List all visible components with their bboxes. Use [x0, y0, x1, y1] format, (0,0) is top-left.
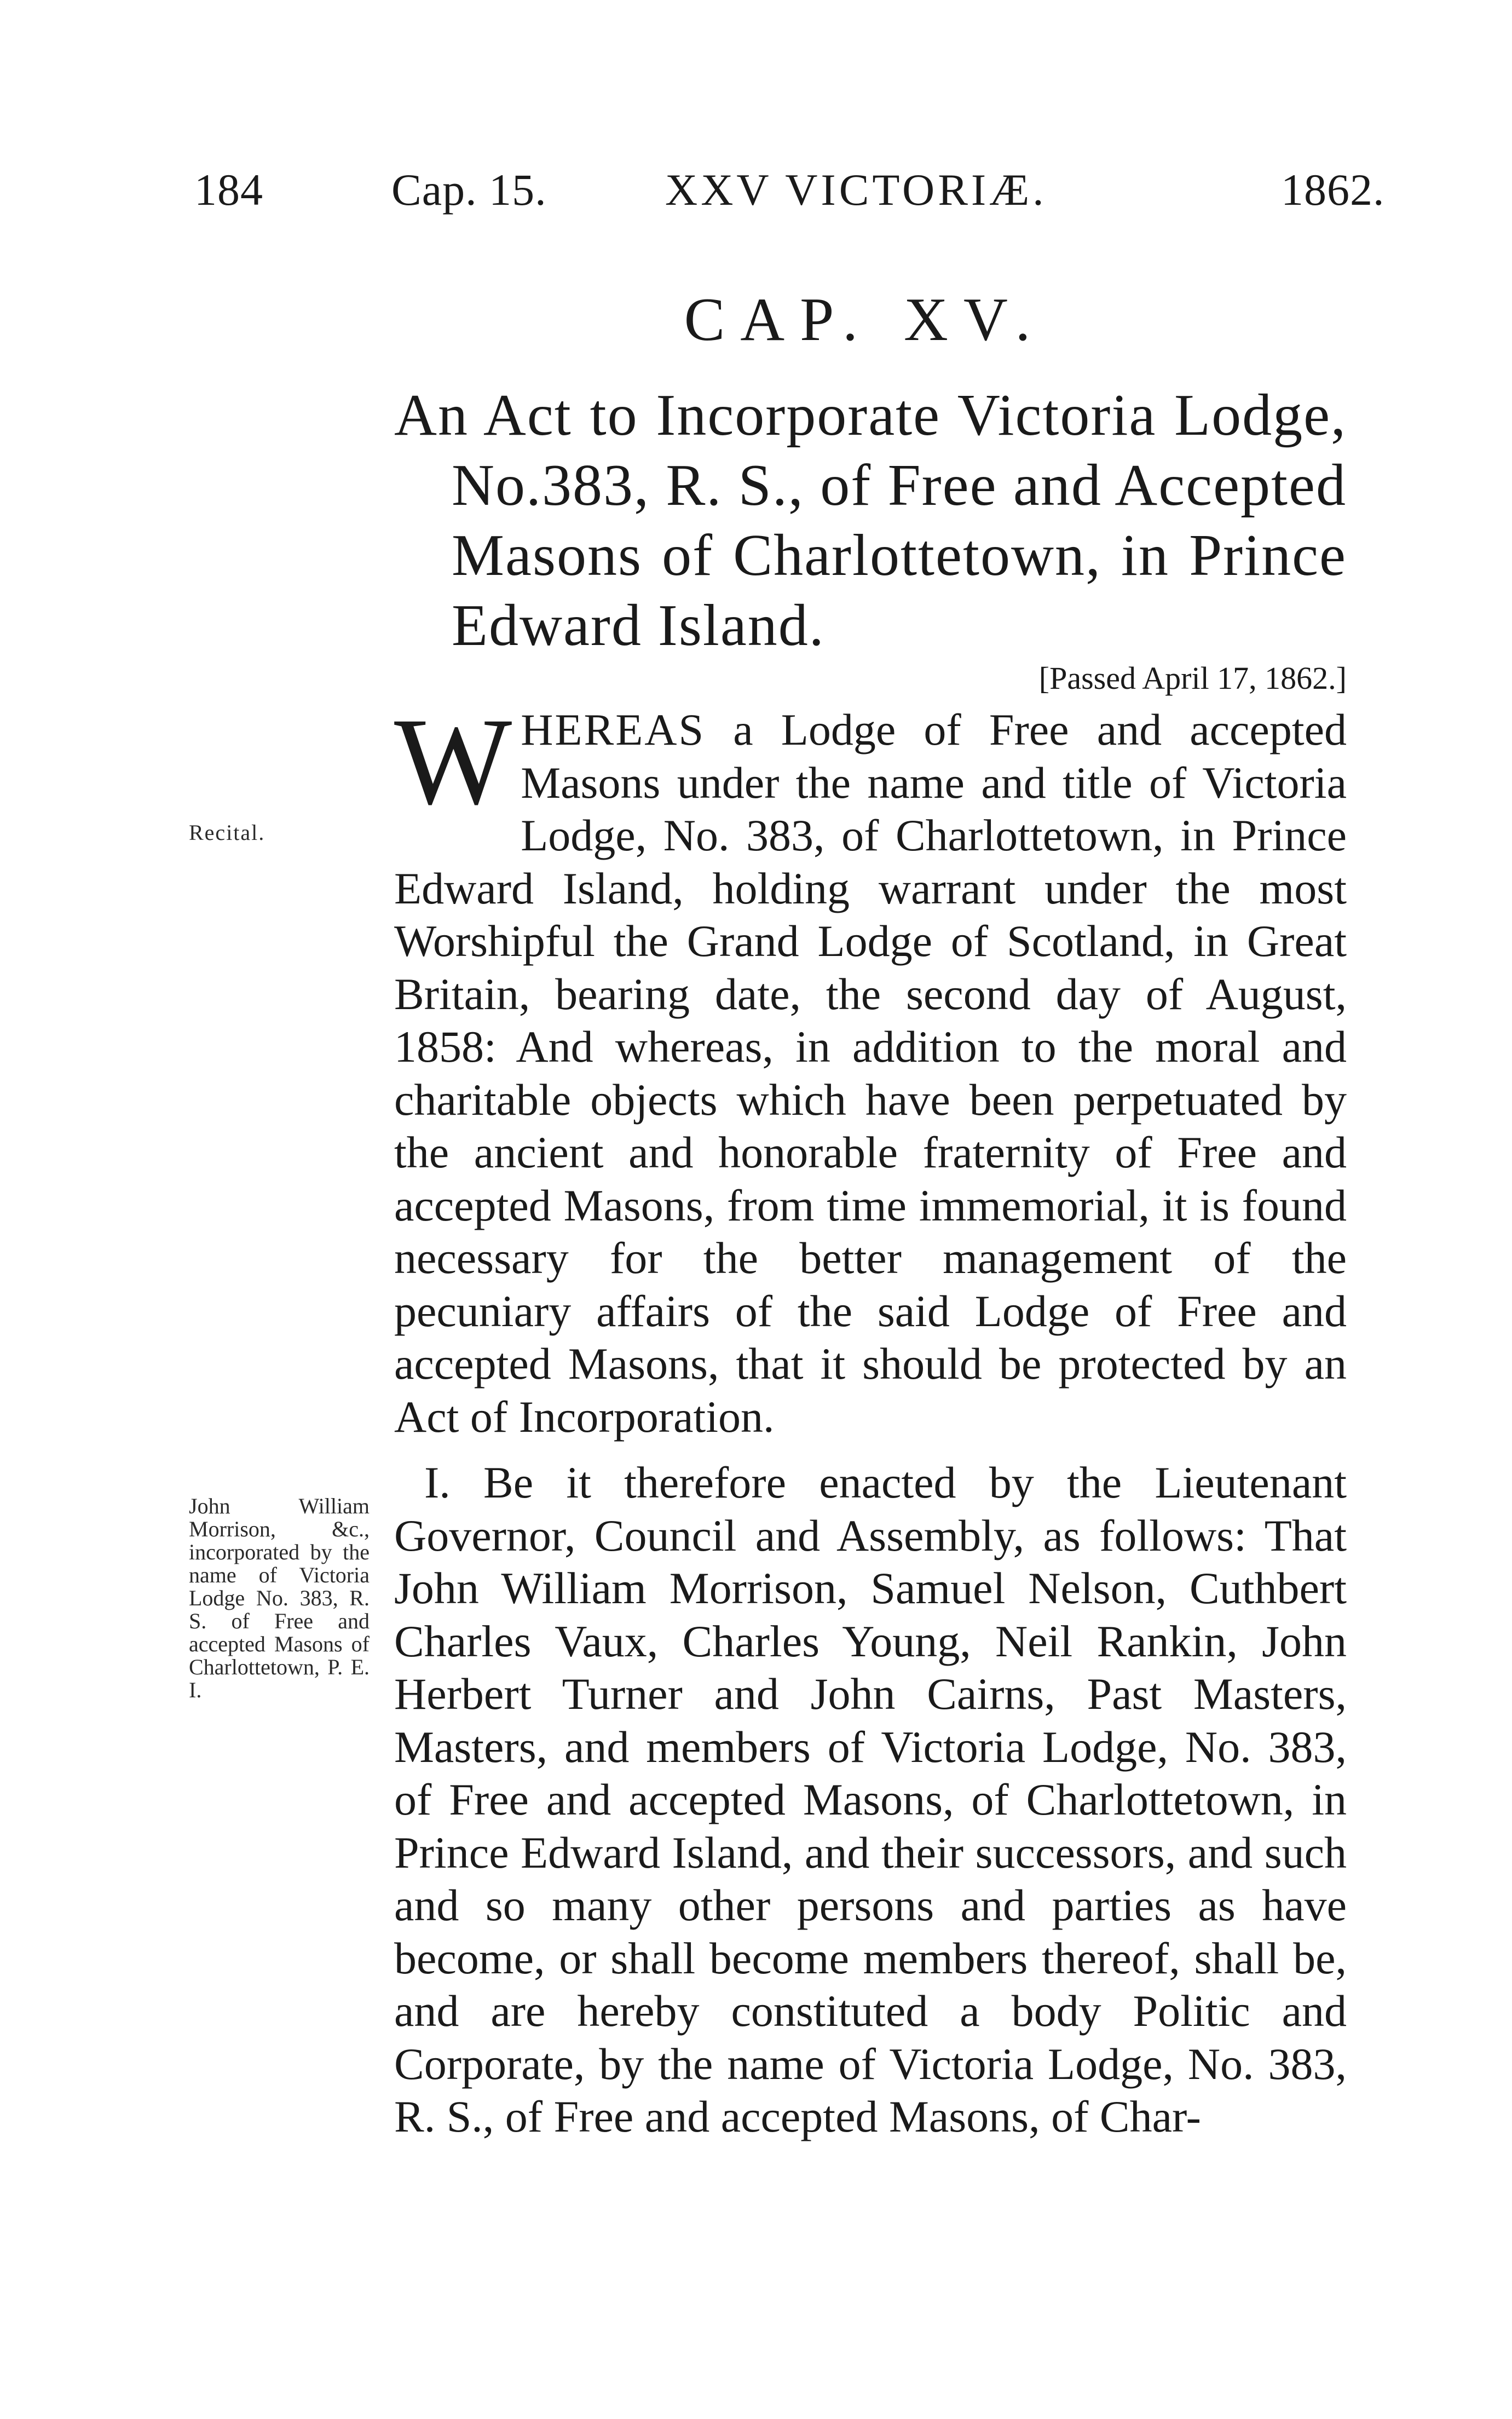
chapter-reference: Cap. 15. [391, 165, 547, 215]
chapter-heading: CAP. XV. [684, 286, 1046, 354]
act-title: An Act to Incorporate Victoria Lodge, No.383, R. S., of Free and Accepted Masons of Charlottetown, in Prince Edward Island. [394, 383, 1347, 658]
passed-date: [Passed April 17, 1862.] [1038, 660, 1347, 696]
drop-cap: W [394, 693, 512, 831]
section-1-paragraph: I. Be it therefore enacted by the Lieutenant Governor, Council and Assembly, as follows: That John William Morrison, Samuel Nelson, Cuthbert Charles Vaux, Charles Young, Neil Rankin, John Herbert Turner and John Cairns, Past Masters, Masters, and members of Victoria Lodge, No. 383, of Free and accepted Masons, of Charlottetown, in Prince Edward Island, and their successors, and such and so many other persons and parties as have become, or shall become members thereof, shall be, and are hereby constituted a body Politic and Corporate, by the name of Victoria Lodge, No. 383, R. S., of Free and accepted Masons, of Char- [394, 1458, 1347, 2141]
preamble-lead-word: HEREAS [521, 705, 706, 755]
regnal-year: XXV VICTORIÆ. [665, 165, 1047, 215]
marginal-note-incorporation: John William Morrison, &c., incorporated by the name of Victoria Lodge No. 383, R. S. of Free and accepted Masons of Charlottetown, P. E. I. [189, 1494, 370, 1702]
marginal-note-recital: Recital. [189, 820, 266, 845]
preamble-paragraph [394, 693, 1347, 1443]
page-number: 184 [194, 165, 263, 215]
year: 1862. [1281, 165, 1385, 215]
preamble-text: a Lodge of Free and accepted Masons under the name and title of Victoria Lodge, No. 383, of Charlottetown, in Prince Edward Island, holding warrant under the most Worshipful the Grand Lodge of Scotland, in Great Britain, bearing date, the second day of August, 1858: And whereas, in addition to the moral and charitable objects which have been perpetuated by the ancient and honorable fraternity of Free and accepted Masons, from time immemorial, it is found necessary for the better management of the pecuniary affairs of the said Lodge of Free and accepted Masons, that it should be protected by an Act of Incorporation. [394, 705, 1347, 1442]
